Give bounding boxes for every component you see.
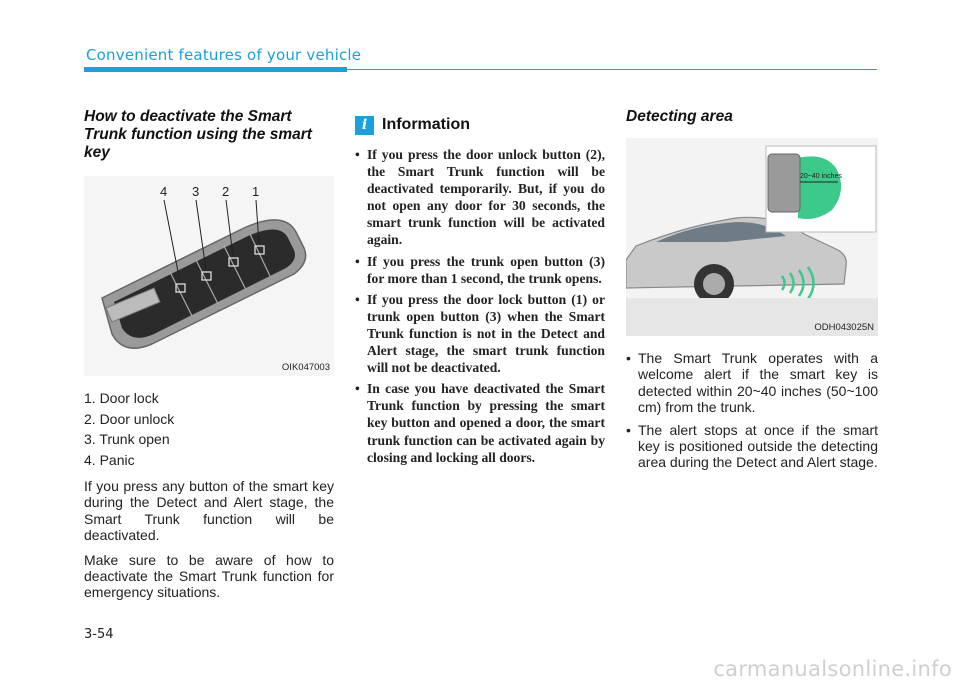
detecting-area-figure xyxy=(626,138,878,336)
list-item: • If you press the trunk open button (3) for more than 1 second, the trunk opens. xyxy=(355,253,605,287)
list-item: • If you press the door unlock button (2), the Smart Trunk function will be deactivated temporarily. But, if you do not open any door for 30 seconds, the smart trunk function will be activated again. xyxy=(355,146,605,249)
column-detecting-area xyxy=(626,108,878,477)
heading-deactivate: How to deactivate the Smart Trunk function using the smart key xyxy=(84,108,312,161)
list-item: 3. Trunk open xyxy=(84,431,170,447)
info-bullets xyxy=(355,146,605,466)
button-label-4: 4 xyxy=(160,184,168,199)
range-label: 20~40 inches xyxy=(800,173,842,180)
button-list xyxy=(84,388,334,470)
button-label-3: 3 xyxy=(192,184,200,199)
list-item: 1. Door lock xyxy=(84,390,159,406)
info-title: Information xyxy=(382,116,470,133)
list-item: 4. Panic xyxy=(84,451,135,468)
detecting-bullets xyxy=(626,350,878,471)
list-item: • The Smart Trunk operates with a welcome alert if the smart key is detected within 20~40 inches (50~100 cm) from the trunk. xyxy=(626,350,878,416)
smart-key-figure xyxy=(84,176,334,376)
info-header xyxy=(355,114,605,136)
button-label-2: 2 xyxy=(222,184,230,199)
page-number: 3-54 xyxy=(84,627,114,642)
paragraph: If you press any button of the smart key during the Detect and Alert stage, the Smart Trunk function will be deactivated. xyxy=(84,478,334,544)
smart-key-illustration xyxy=(84,176,334,376)
list-item: • If you press the door lock button (1) or trunk open button (3) when the Smart Trunk function is not in the Detect and Alert stage, the smart trunk function will not be deactivated. xyxy=(355,291,605,376)
heading-detecting-area: Detecting area xyxy=(626,108,733,125)
button-label-1: 1 xyxy=(252,184,260,199)
info-icon: i xyxy=(355,116,374,135)
car-detecting-illustration xyxy=(626,138,878,336)
figure-code: ODH043025N xyxy=(814,322,874,333)
column-smart-key xyxy=(84,108,334,601)
header-accent-bar xyxy=(84,67,347,72)
list-item: • The alert stops at once if the smart key is positioned outside the detecting area during the Detect and Alert stage. xyxy=(626,422,878,471)
column-information xyxy=(355,114,605,470)
list-item: • In case you have deactivated the Smart Trunk function by pressing the smart key button and opened a door, the smart trunk function can be activated again by closing and locking all doors. xyxy=(355,380,605,465)
list-item: 2. Door unlock xyxy=(84,410,175,427)
header-rule xyxy=(347,69,877,70)
watermark: carmanualsonline.info xyxy=(713,657,952,681)
paragraph: Make sure to be aware of how to deactivate the Smart Trunk function for emergency situations. xyxy=(84,551,334,601)
section-title: Convenient features of your vehicle xyxy=(86,46,362,64)
figure-code: OIK047003 xyxy=(281,362,330,373)
